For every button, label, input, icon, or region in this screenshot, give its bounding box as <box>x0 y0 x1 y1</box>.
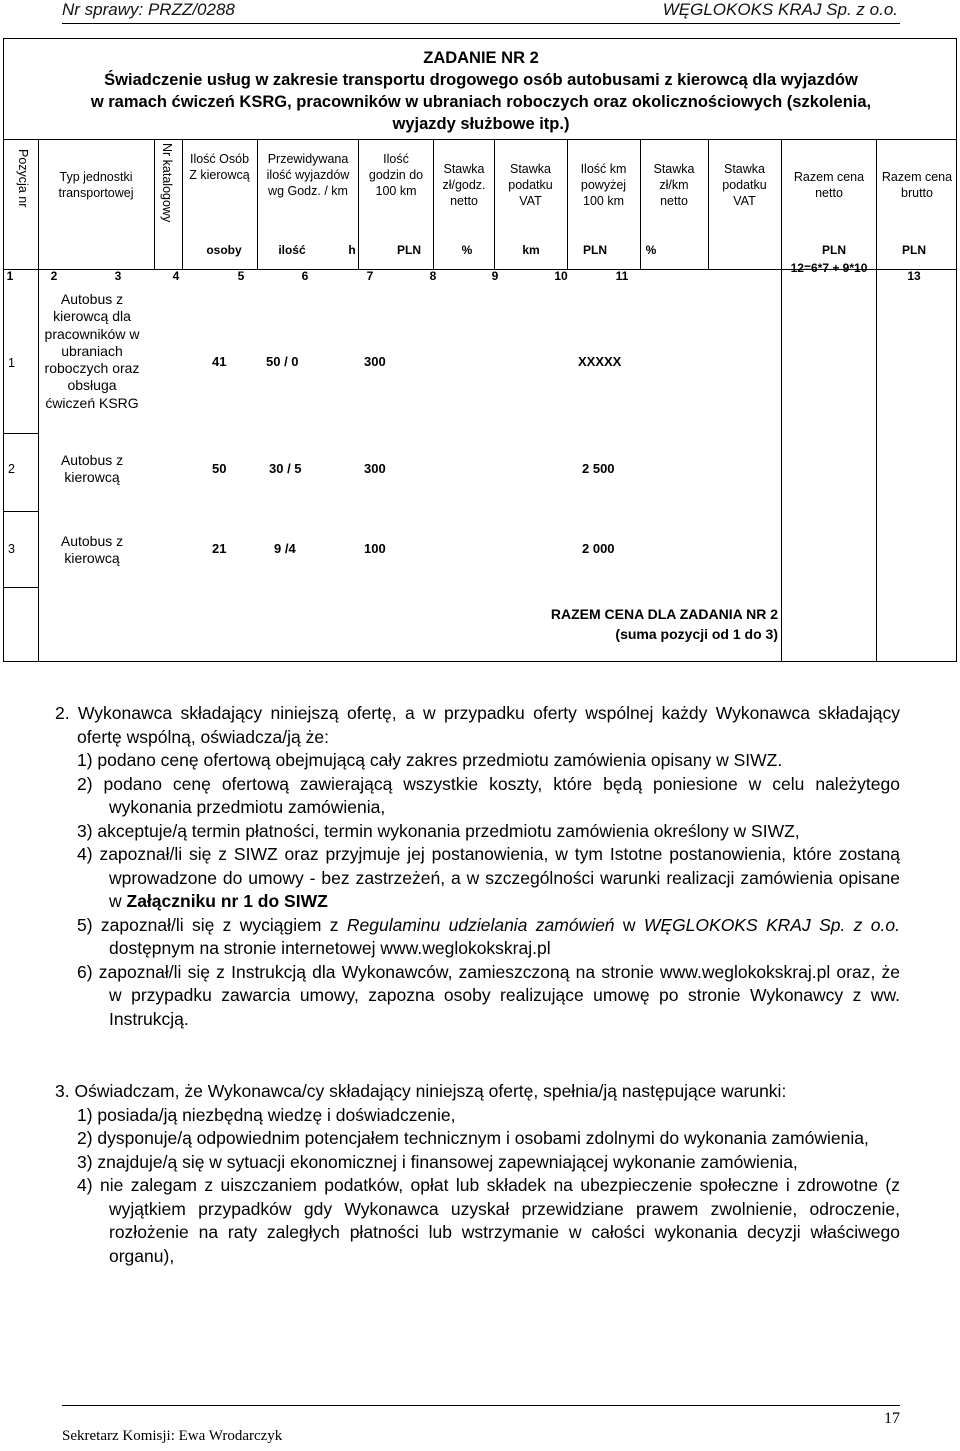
col-divider <box>154 139 155 269</box>
col-divider <box>182 139 183 269</box>
condition-item: 1) posiada/ją niezbędną wiedzę i doświadczenie, <box>77 1104 456 1125</box>
col-number: 5 <box>237 269 245 283</box>
col-number: 2 <box>50 269 58 283</box>
col-divider <box>257 139 258 269</box>
section-2 <box>55 702 900 1031</box>
statement-item: 6) zapoznał/li się z Instrukcją dla Wykonawców, zamieszczoną na stronie www.weglokokskraj.pl oraz, że w przypadku zawarcia umowy, zapozna osoby realizujące umowę po stronie Wykonawcy z ww. Instrukcją. <box>77 961 900 1029</box>
col-header-persons: Ilość Osób Z kierowcą <box>189 152 250 182</box>
col-number: 13 <box>907 269 921 283</box>
secretary-name: Sekretarz Komisji: Ewa Wrodarczyk <box>62 1428 283 1444</box>
col-number: 6 <box>301 269 309 283</box>
unit-label: PLN <box>397 243 421 257</box>
col-number: 3 <box>114 269 122 283</box>
condition-item: 3) znajduje/ą się w sytuacji ekonomicznej i finansowej zapewniającej wykonanie zamówienia, <box>77 1151 798 1172</box>
col-divider <box>494 139 495 269</box>
col-number: 10 <box>554 269 568 283</box>
statement-item: 3) akceptuje/ą termin płatności, termin wykonania przedmiotu zamówienia określony w SIWZ, <box>77 820 800 841</box>
row-trips: 30 / 5 <box>269 461 302 476</box>
row-position: 3 <box>8 542 15 556</box>
col-number: 1 <box>6 269 14 283</box>
col-header-vat: Stawka podatku VAT <box>722 162 767 208</box>
col-divider <box>781 139 782 661</box>
row-divider <box>4 433 38 434</box>
col-header-rate-hour: Stawka zł/godz. netto <box>442 162 486 208</box>
row-position: 2 <box>8 462 15 476</box>
task-description-line: wyjazdy służbowe itp.) <box>392 115 570 133</box>
row-km: XXXXX <box>578 354 622 369</box>
task-description-line: Świadczenie usług w zakresie transportu drogowego osób autobusami z kierowcą dla wyjazdów <box>104 71 858 89</box>
unit-label: ilość <box>278 243 306 257</box>
col-header-catalog: Nr katalogowy <box>160 143 174 223</box>
row-persons: 21 <box>212 541 227 556</box>
statement-text: 5) zapoznał/li się z wyciągiem z <box>77 914 347 935</box>
row-hours: 100 <box>364 541 386 556</box>
col-divider <box>38 139 39 661</box>
section-3 <box>55 1080 900 1268</box>
col-divider <box>876 139 877 661</box>
col-header-type: Typ jednostki transportowej <box>58 170 134 200</box>
company-name: WĘGLOKOKS KRAJ Sp. z o.o. <box>662 0 898 19</box>
unit-label: % <box>461 243 473 257</box>
statement-item <box>77 843 900 914</box>
row-hours: 300 <box>364 354 386 369</box>
col-header-rate-km: Stawka zł/km netto <box>653 162 695 208</box>
col-divider <box>708 139 709 269</box>
section-3-intro: 3. Oświadczam, że Wykonawca/cy składający niniejszą ofertę, spełnia/ją następujące warunki: <box>55 1081 787 1101</box>
regulation-title: Regulaminu udzielania zamówień <box>346 914 615 935</box>
col-number-formula: 12=6*7 + 9*10 <box>790 261 868 275</box>
unit-label: PLN <box>583 243 607 257</box>
row-persons: 41 <box>212 354 227 369</box>
header-top-line <box>4 139 956 140</box>
col-header-hours: Ilość godzin do 100 km <box>368 152 424 198</box>
row-km: 2 000 <box>582 541 615 556</box>
statement-text: 4) zapoznał/li się z SIWZ oraz przyjmuje jej postanowienia, w tym Istotne postanowienia, które zostaną wprowadzone do umowy - bez zastrzeżeń, a w szczególności warunki realizacji zamówienia opisane w <box>77 844 900 911</box>
statement-item <box>77 914 900 961</box>
col-number: 9 <box>491 269 499 283</box>
row-position: 1 <box>8 356 15 370</box>
col-header-km-over: Ilość km powyżej 100 km <box>580 162 627 208</box>
attachment-reference: Załączniku nr 1 do SIWZ <box>126 891 328 911</box>
condition-item: 4) nie zalegam z uiszczaniem podatków, opłat lub składek na ubezpieczenie społeczne i zdrowotne (z wyjątkiem przypadków gdy Wykonawca uzyskał przewidziane prawem zwolnienie, odroczenie, rozłożenie na raty zaległych płatności lub wstrzymanie w całości wykonania decyzji właściwego organu), <box>77 1175 900 1266</box>
unit-label: km <box>522 243 540 257</box>
statement-item: 1) podano cenę ofertową obejmującą cały zakres przedmiotu zamówienia opisany w SIWZ. <box>77 750 783 770</box>
row-type: Autobus z kierowcą <box>60 533 124 567</box>
row-type: Autobus z kierowcą dla pracowników w ubraniach roboczych oraz obsługa ćwiczeń KSRG <box>44 291 140 411</box>
col-header-total-gross: Razem cena brutto <box>881 170 953 200</box>
unit-label: % <box>645 243 657 257</box>
col-header-vat: Stawka podatku VAT <box>508 162 553 208</box>
unit-label: PLN <box>822 243 846 257</box>
unit-label: PLN <box>902 243 926 257</box>
pricing-table <box>3 38 957 662</box>
statement-text: dostępnym na stronie internetowej www.weglokokskraj.pl <box>109 938 551 958</box>
row-trips: 9 /4 <box>274 541 296 556</box>
col-number: 4 <box>172 269 180 283</box>
col-number: 11 <box>615 269 629 283</box>
unit-label: h <box>348 243 356 257</box>
task-title: ZADANIE NR 2 <box>423 49 539 67</box>
unit-label: osoby <box>206 243 242 257</box>
row-km: 2 500 <box>582 461 615 476</box>
statement-item: 2) podano cenę ofertową zawierającą wszystkie koszty, które będą poniesione w celu należytego wykonania przedmiotu zamówienia, <box>77 773 900 817</box>
task-description-line: w ramach ćwiczeń KSRG, pracowników w ubraniach roboczych oraz okolicznościowych (szkolenia, <box>90 93 872 111</box>
col-number: 7 <box>366 269 374 283</box>
case-number: Nr sprawy: PRZZ/0288 <box>62 0 235 19</box>
row-trips: 50 / 0 <box>266 354 299 369</box>
row-type: Autobus z kierowcą <box>60 452 124 486</box>
row-hours: 300 <box>364 461 386 476</box>
condition-item: 2) dysponuje/ą odpowiednim potencjałem technicznym i osobami zdolnymi do wykonania zamówienia, <box>77 1128 869 1148</box>
col-header-position: Pozycja nr <box>16 149 30 208</box>
company-reference: WĘGLOKOKS KRAJ Sp. z o.o. <box>643 914 900 935</box>
col-header-total-net: Razem cena netto <box>793 170 865 200</box>
col-number: 8 <box>429 269 437 283</box>
total-sublabel: (suma pozycji od 1 do 3) <box>615 626 778 642</box>
col-header-trips: Przewidywana ilość wyjazdów wg Godz. / km <box>266 152 350 198</box>
total-label: RAZEM CENA DLA ZADANIA NR 2 <box>550 606 778 622</box>
page-number: 17 <box>884 1410 900 1427</box>
col-divider <box>567 139 568 269</box>
header-divider <box>62 23 900 24</box>
statement-text: w <box>614 914 644 935</box>
row-persons: 50 <box>212 461 227 476</box>
footer-divider <box>62 1405 900 1406</box>
row-divider <box>4 511 38 512</box>
row-divider <box>4 587 38 588</box>
section-2-intro: 2. Wykonawca składający niniejszą ofertę, a w przypadku oferty wspólnej każdy Wykonawca składający ofertę wspólną, oświadcza/ją że: <box>55 703 900 747</box>
